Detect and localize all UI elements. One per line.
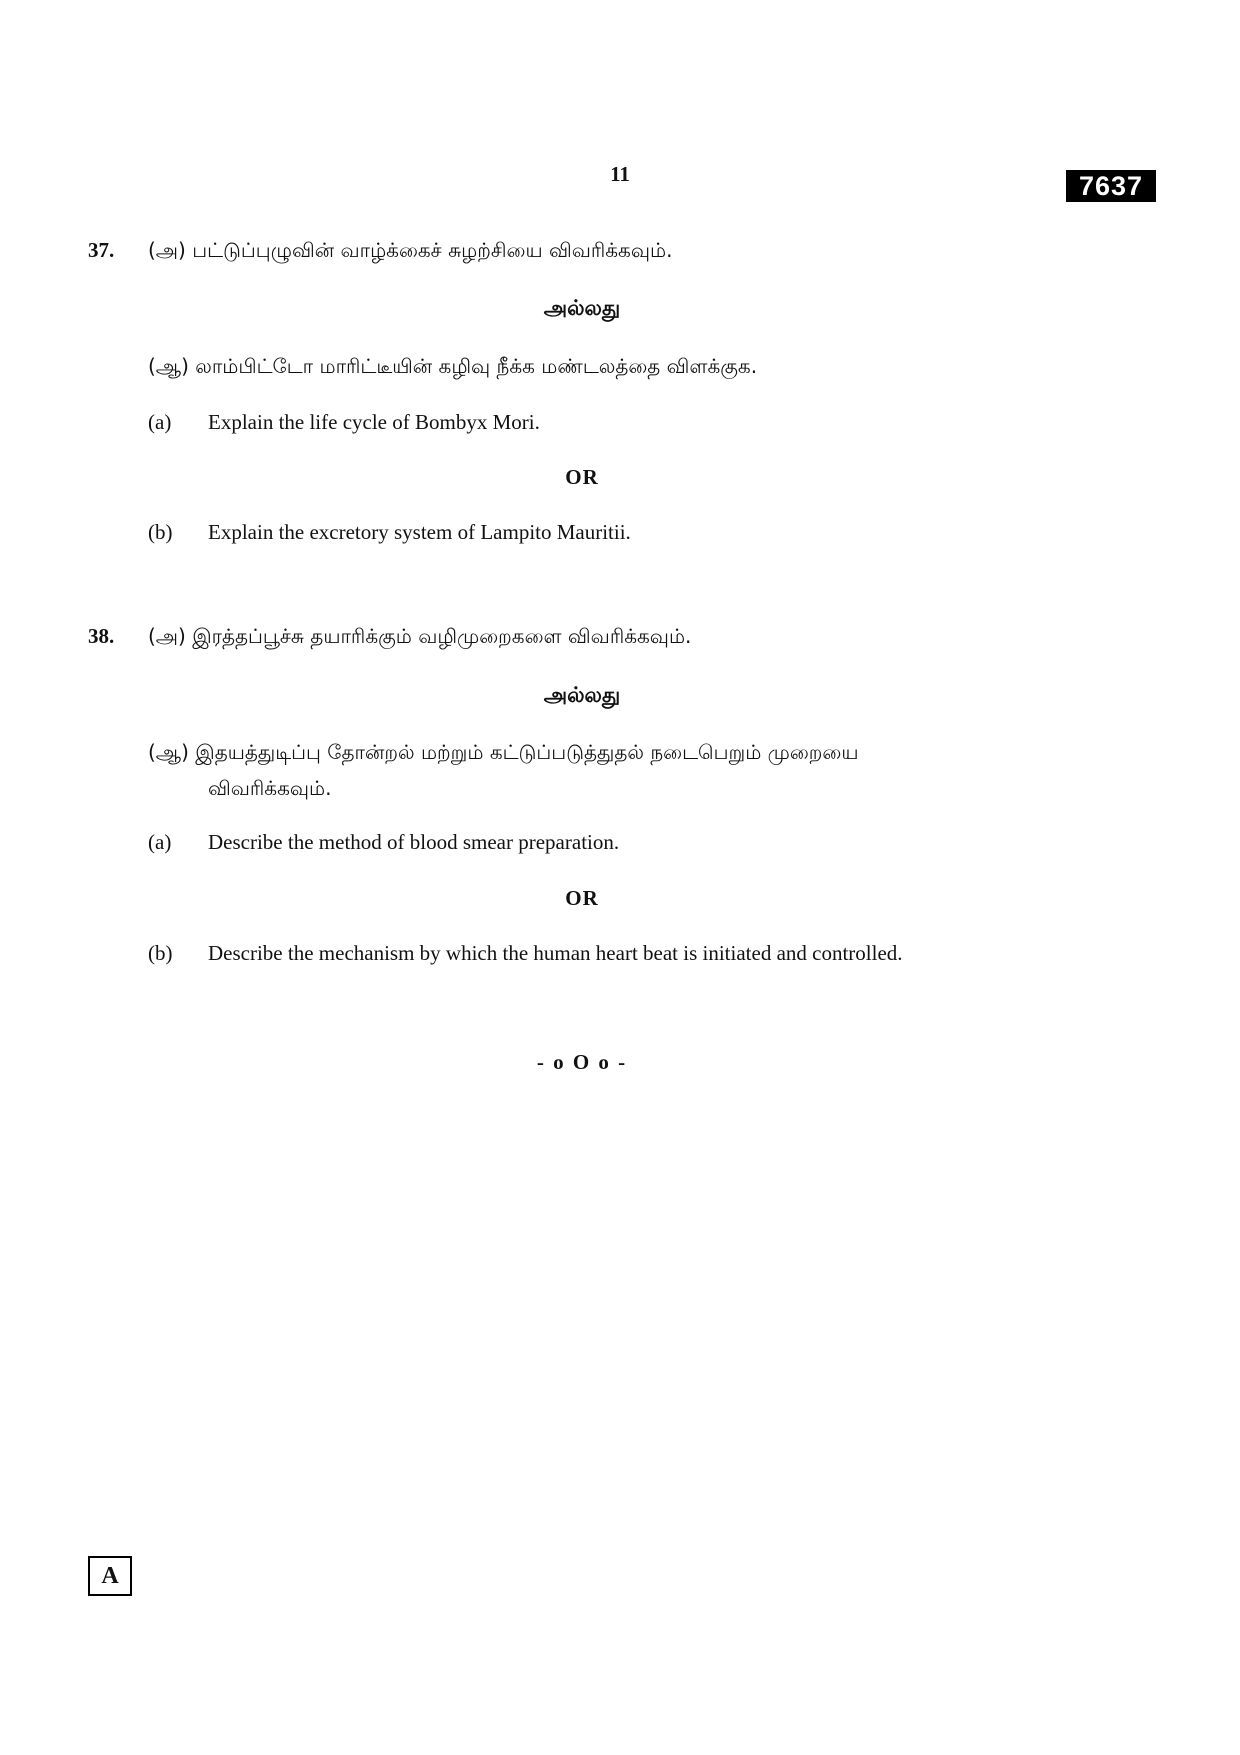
option-a-marker: (a) <box>148 410 172 434</box>
tamil-option-a: (அ) இரத்தப்பூச்சு தயாரிக்கும் வழிமுறைகளை விவரிக்கவும். <box>148 624 692 648</box>
english-option-a: Describe the method of blood smear preparation. <box>208 830 620 854</box>
question-number: 38. <box>88 624 115 648</box>
option-b-marker: (b) <box>148 941 173 965</box>
tamil-option-b-line-2: விவரிக்கவும். <box>208 776 332 800</box>
tamil-or-separator: அல்லது <box>543 296 621 320</box>
tamil-option-b-line-1: (ஆ) இதயத்துடிப்பு தோன்றல் மற்றும் கட்டுப்படுத்துதல் நடைபெறும் முறையை <box>148 740 859 764</box>
english-or-separator: OR <box>565 465 599 489</box>
question-number: 37. <box>88 238 115 262</box>
option-b-marker: (b) <box>148 520 173 544</box>
english-option-b: Explain the excretory system of Lampito Mauritii. <box>208 520 631 544</box>
tamil-option-a: (அ) பட்டுப்புழுவின் வாழ்க்கைச் சுழற்சியை விவரிக்கவும். <box>148 238 673 262</box>
english-or-separator: OR <box>565 886 599 910</box>
series-letter-box: A <box>88 1556 132 1596</box>
end-of-paper-mark: - o O o - <box>536 1050 628 1074</box>
english-option-b: Describe the mechanism by which the human heart beat is initiated and controlled. <box>208 941 903 965</box>
question-paper-code: 7637 <box>1066 170 1156 202</box>
option-a-marker: (a) <box>148 830 172 854</box>
tamil-option-b: (ஆ) லாம்பிட்டோ மாரிட்டீயின் கழிவு நீக்க மண்டலத்தை விளக்குக. <box>148 354 758 378</box>
english-option-a: Explain the life cycle of Bombyx Mori. <box>208 410 540 434</box>
tamil-or-separator: அல்லது <box>543 683 621 707</box>
page-number: 11 <box>610 162 630 186</box>
